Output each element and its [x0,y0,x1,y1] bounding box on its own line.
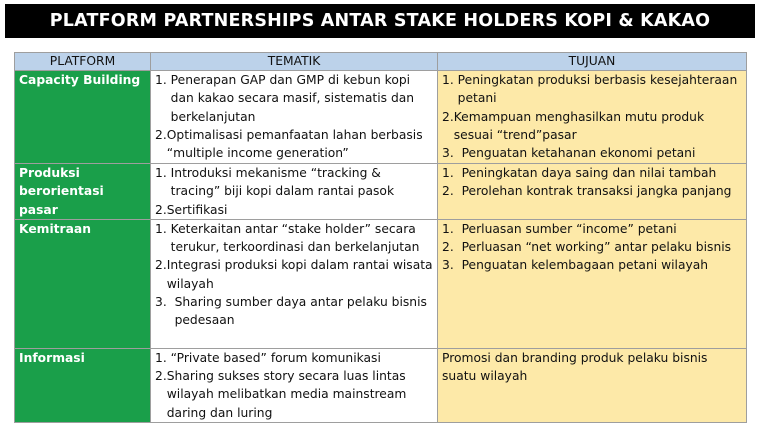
page-title: PLATFORM PARTNERSHIPS ANTAR STAKE HOLDERS KOPI & KAKAO [5,4,755,38]
item-number: 2. [442,109,454,124]
item-text: Sharing sukses story secara luas lintas wilayah melibatkan media mainstream daring dan luring [166,369,407,420]
list-item [155,201,433,219]
platform-cell: Informasi [15,348,151,422]
list-item [155,293,433,330]
item-number: 2. [155,258,167,273]
tujuan-cell [438,71,747,164]
item-number: 1. [442,221,462,236]
item-number: 1. [155,73,171,87]
list-item [155,164,433,201]
tujuan-cell [438,164,747,220]
item-text: Keterkaitan antar “stake holder” secara terukur, terkoordinasi dan berkelanjutan [170,221,420,255]
item-number: 2. [442,240,462,255]
platform-cell: Capacity Building [15,71,151,164]
list-item [442,182,742,200]
list-item [442,256,742,274]
list-item [155,349,433,367]
platform-cell: Produksi berorientasi pasar [15,164,151,220]
table-row [15,164,747,220]
list-item [442,71,742,108]
list-item [442,108,742,145]
item-text: “Private based” forum komunikasi [170,350,381,365]
item-text: Integrasi produksi kopi dalam rantai wisata wilayah [166,258,433,291]
item-number: 1. [442,73,458,87]
table-row [15,71,747,164]
tematik-cell [151,348,438,422]
item-number: 1. [442,166,462,180]
tujuan-text: Promosi dan branding produk pelaku bisnis suatu wilayah [442,350,708,384]
item-text: Optimalisasi pemanfaatan lahan berbasis “multiple income generation” [166,127,423,161]
list-item [155,126,433,163]
item-number: 2. [442,184,462,199]
list-item [155,71,433,126]
list-item [442,220,742,238]
tematik-cell [151,164,438,220]
tematik-cell [151,219,438,348]
item-number: 3. [442,146,462,161]
list-item [442,144,742,162]
platform-cell: Kemitraan [15,219,151,348]
header-tujuan: TUJUAN [438,53,747,71]
item-number: 3. [442,258,462,273]
item-text: Peningkatan daya saing dan nilai tambah [461,166,717,180]
item-text: Sharing sumber daya antar pelaku bisnis pedesaan [174,295,427,328]
item-text: Introduksi mekanisme “tracking & tracing” biji kopi dalam rantai pasok [170,166,395,199]
item-text: Peningkatan produksi berbasis kesejahteraan petani [457,73,738,106]
item-number: 1. [155,166,171,180]
table-header-row [15,53,747,71]
table-row [15,219,747,348]
item-text: Perolehan kontrak transaksi jangka panjang [461,184,732,199]
item-text: Sertifikasi [166,202,228,217]
tujuan-cell [438,219,747,348]
item-number: 2. [155,202,167,217]
partnership-table [14,52,747,423]
item-number: 1. [155,350,171,365]
tujuan-cell [438,348,747,422]
item-number: 3. [155,295,175,310]
item-number: 2. [155,369,167,384]
header-tematik: TEMATIK [151,53,438,71]
item-number: 1. [155,221,171,236]
list-item [442,238,742,256]
item-text: Kemampuan menghasilkan mutu produk sesuai “trend”pasar [453,109,705,142]
item-text: Perluasan “net working” antar pelaku bisnis [461,240,732,255]
item-number: 2. [155,127,167,142]
header-platform: PLATFORM [15,53,151,71]
table-row [15,348,747,422]
list-item [442,164,742,182]
tematik-cell [151,71,438,164]
list-item [155,256,433,293]
list-item [155,367,433,422]
item-text: Penguatan ketahanan ekonomi petani [461,146,696,161]
list-item [155,220,433,257]
item-text: Penerapan GAP dan GMP di kebun kopi dan kakao secara masif, sistematis dan berkelanjutan [170,73,415,124]
item-text: Penguatan kelembagaan petani wilayah [461,258,709,273]
item-text: Perluasan sumber “income” petani [461,221,677,236]
